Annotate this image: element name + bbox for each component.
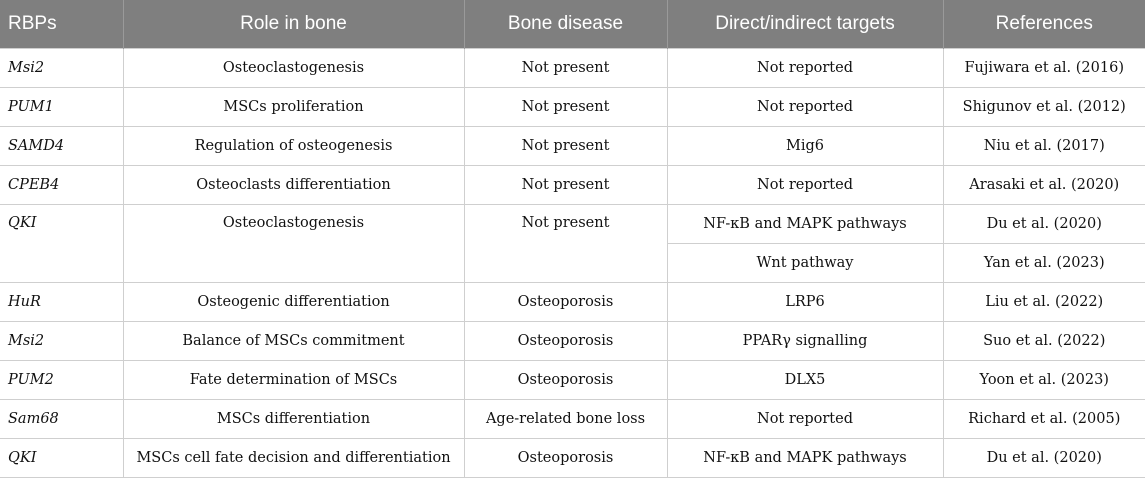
target-cell: NF-κB and MAPK pathways <box>667 439 943 478</box>
table-row <box>0 127 1145 166</box>
target-cell: PPARγ signalling <box>667 322 943 361</box>
target-cell: Not reported <box>667 49 943 88</box>
header-row <box>0 0 1145 49</box>
role-cell: Fate determination of MSCs <box>123 361 464 400</box>
role-cell: Osteoclasts differentiation <box>123 166 464 205</box>
reference-cell: Richard et al. (2005) <box>943 400 1145 439</box>
table-row <box>0 361 1145 400</box>
table-row <box>0 49 1145 88</box>
rbp-cell: Msi2 <box>0 322 123 361</box>
reference-cell: Yoon et al. (2023) <box>943 361 1145 400</box>
reference-cell: Liu et al. (2022) <box>943 283 1145 322</box>
rbp-cell: PUM1 <box>0 88 123 127</box>
role-cell: Osteoclastogenesis <box>123 49 464 88</box>
reference-cell: Fujiwara et al. (2016) <box>943 49 1145 88</box>
header-disease: Bone disease <box>464 0 667 49</box>
role-cell: MSCs cell fate decision and differentiation <box>123 439 464 478</box>
table-body <box>0 49 1145 478</box>
table-row <box>0 400 1145 439</box>
role-cell: Osteoclastogenesis <box>123 205 464 283</box>
target-cell: DLX5 <box>667 361 943 400</box>
target-cell: Not reported <box>667 400 943 439</box>
target-cell: Mig6 <box>667 127 943 166</box>
table-row <box>0 88 1145 127</box>
target-cell: LRP6 <box>667 283 943 322</box>
table-header <box>0 0 1145 49</box>
role-cell: MSCs proliferation <box>123 88 464 127</box>
role-cell: MSCs differentiation <box>123 400 464 439</box>
disease-cell: Not present <box>464 88 667 127</box>
reference-cell: Yan et al. (2023) <box>943 244 1145 283</box>
role-cell: Balance of MSCs commitment <box>123 322 464 361</box>
table-row <box>0 283 1145 322</box>
rbp-cell: HuR <box>0 283 123 322</box>
disease-cell: Age-related bone loss <box>464 400 667 439</box>
target-cell: Not reported <box>667 88 943 127</box>
target-cell: Wnt pathway <box>667 244 943 283</box>
rbp-cell: Sam68 <box>0 400 123 439</box>
disease-cell: Not present <box>464 127 667 166</box>
target-cell: Not reported <box>667 166 943 205</box>
disease-cell: Osteoporosis <box>464 361 667 400</box>
table-row <box>0 205 1145 244</box>
disease-cell: Not present <box>464 205 667 283</box>
rbp-cell: QKI <box>0 439 123 478</box>
disease-cell: Not present <box>464 49 667 88</box>
reference-cell: Du et al. (2020) <box>943 439 1145 478</box>
role-cell: Osteogenic differentiation <box>123 283 464 322</box>
header-references: References <box>943 0 1145 49</box>
header-rbps: RBPs <box>0 0 123 49</box>
role-cell: Regulation of osteogenesis <box>123 127 464 166</box>
rbp-cell: Msi2 <box>0 49 123 88</box>
disease-cell: Osteoporosis <box>464 439 667 478</box>
rbp-cell: QKI <box>0 205 123 283</box>
rbp-cell: PUM2 <box>0 361 123 400</box>
reference-cell: Shigunov et al. (2012) <box>943 88 1145 127</box>
table-row <box>0 166 1145 205</box>
header-targets: Direct/indirect targets <box>667 0 943 49</box>
target-cell: NF-κB and MAPK pathways <box>667 205 943 244</box>
rbp-cell: CPEB4 <box>0 166 123 205</box>
reference-cell: Suo et al. (2022) <box>943 322 1145 361</box>
disease-cell: Osteoporosis <box>464 283 667 322</box>
header-role: Role in bone <box>123 0 464 49</box>
disease-cell: Osteoporosis <box>464 322 667 361</box>
reference-cell: Arasaki et al. (2020) <box>943 166 1145 205</box>
disease-cell: Not present <box>464 166 667 205</box>
reference-cell: Du et al. (2020) <box>943 205 1145 244</box>
reference-cell: Niu et al. (2017) <box>943 127 1145 166</box>
rbp-cell: SAMD4 <box>0 127 123 166</box>
table-row <box>0 322 1145 361</box>
